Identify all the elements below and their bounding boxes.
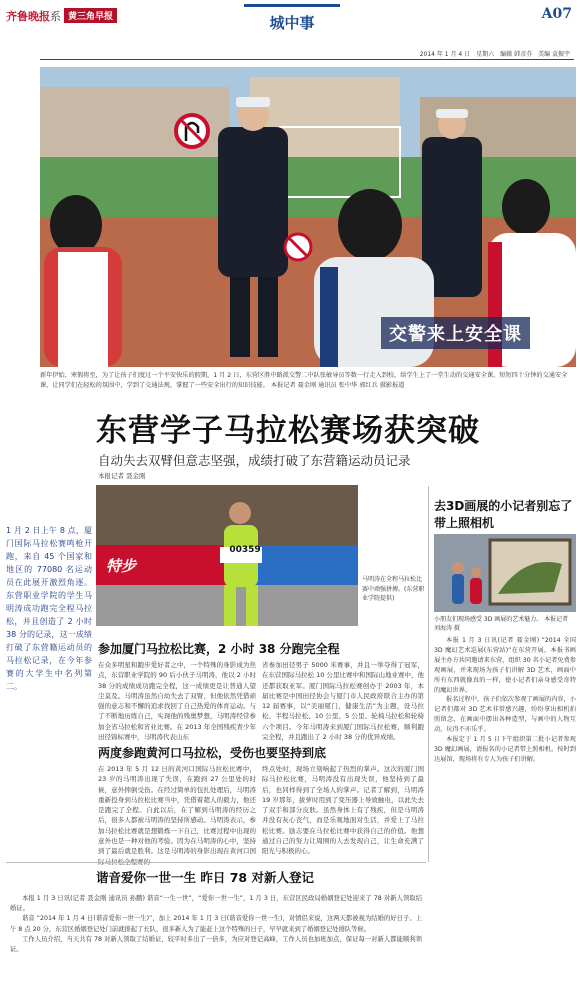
- bottom-story-body: [10, 894, 422, 955]
- sub-brand-badge: 黄三角早报: [64, 8, 117, 23]
- section2-heading: 两度参跑黄河口马拉松，受伤也要坚持到底: [98, 746, 327, 760]
- column-divider: [428, 486, 429, 862]
- page-number: A07: [541, 6, 572, 22]
- issue-date: 2014 年 1 月 4 日: [419, 51, 471, 58]
- sponsor-banner: 特步: [106, 557, 137, 575]
- main-subheadline: 自动失去双臂但意志坚强，成绩打破了东营籍运动员记录: [98, 453, 411, 468]
- runner-bib-number: 00359: [229, 545, 261, 555]
- photo-caption: 新年伊始，寒假将至，为了让孩子们度过一个平安快乐的假期，1 月 2 日，东营区胜中路派交警二中队张敏导员等数一行走入到校，给学生上了一堂生动的交通安全课。短短四十分钟的交通安全课，让同学们在轻松的氛围中，学到了交通法规，掌握了一些安全出行的知识技能。 本报记者 聂金刚 通讯员 张中华 郭红兵 摄影报道: [40, 372, 568, 389]
- section2-col2: 终点处时，现场立刻响起了热烈的掌声。这次的厦门国际马拉松比赛，马明涛没有出现失误，他坚持到了最后，也同样得到了全场人的掌声。记者了解到，马明涛 19 岁那年，拔萝时用到了变压器上导致触电，以此失去了双手和部分皮肤。虽然身体上有了残疾，但是马明涛并没有灰心丧气，而是乐观地面对生活，并爱上了马拉松比赛。励志要在马拉松比赛中获得自己的价值。他想通过自己的努力让周围的人去发现自己，让生命充满了阳光与积极的心。: [262, 765, 424, 856]
- section1-heading: 参加厦门马拉松比赛，2 小时 38 分跑完全程: [98, 642, 340, 656]
- no-u-turn-icon: [176, 115, 208, 147]
- exhibition-illustration: [434, 534, 576, 612]
- traffic-police-photo: [40, 67, 576, 367]
- right-paragraph: 本报定于 1 月 5 日下午组织第二批小记者参观 3D 魔幻画展，请报名的小记者带上照相机，按时到达展馆，现场将有专人为孩子们讲解。: [434, 736, 576, 763]
- bottom-divider: [6, 862, 426, 863]
- masthead: [0, 0, 580, 44]
- issue-weekday: 星期六: [476, 51, 495, 58]
- designer-credit: 美编 袁振宇: [538, 51, 570, 58]
- header-rule: [40, 59, 574, 60]
- right-story-heading: 去3D画展的小记者别忘了带上照相机: [434, 499, 573, 530]
- marathon-photo: [96, 485, 358, 626]
- bottom-paragraph: 本报 1 月 3 日讯(记者 聂金刚 通讯员 孙鹏) 谐音“一生一世”，“爱你一世一生”，1 月 3 日，东营区民政局婚姻登记处迎来了 78 对新人领取结婚证。: [10, 895, 422, 913]
- right-paragraph: 本报 1 月 3 日讯(记者 聂金刚) “2014 全国 3D 魔幻艺术巡展(东营站)”在东营开展，本报书画展主办方共同邀请来东营，组织 30 名小记者免费参观画展，并来现场为孩子们讲解 3D 艺术，画面中所有东西就像真的一样，使小记者们亲身感受奇特的魔幻世界。: [434, 637, 576, 694]
- main-byline: 本报记者 聂金刚: [98, 472, 146, 480]
- editor-credit: 编辑 韩彦芬: [500, 51, 533, 58]
- right-photo-caption: 小朋友们现场感受 3D 画展的艺术魅力。 本报记者 刘海涛 摄: [434, 616, 569, 632]
- photo-headline: 交警来上安全课: [381, 317, 530, 349]
- section2-col1: 在 2013 年 5 月 12 日的黄河口国际马拉松比赛中，23 岁的马明涛出现了失误，在跑到 27 公里处的时候，意外摔倒受伤。在经过简单的包扎处理后，马明涛重新投身到马拉松比赛当中，凭借着超人的毅力，他还是跑完了全程。自此以后，在了解到马明涛的经历之后，很多人都被马明涛的坚持所感动。马明涛表示，参加马拉松比赛就是想锻炼一下自己，比赛过程中出现的意外也是一种对他的考验。因为在马明涛的心中，坚持到了最后就是胜利。这是马明涛的身影出现在黄河口国: [98, 765, 256, 856]
- section1-col1: 在众多明星和跑步爱好者之中，一个特殊的身影成为焦点，东营职业学院的 90 后小伙子马明涛，他以 2 小时 38 分的成绩成功跑完全程，这一成绩更是让普通人望尘莫及。马明涛虽然自幼失去了双臂，但他依然凭借顽强的意志和不懈的追求找回了自己热爱的体育运动。与了不断地历练自己，实现他的残奥梦想，马明涛经常参加全省马拉松和省业比赛。在 2013 年全国残疾青少年田径锦标赛中，马明涛代表山东: [98, 661, 256, 742]
- section-tab-bar: [244, 4, 340, 7]
- lead-paragraph: 1 月 2 日上午 8 点，厦门国际马拉松赛鸣枪开跑，来自 45 个国家和地区的 77080 名运动员在此展开激烈角逐。东营职业学院的学生马明涛成功跑完全程马拉松，并且创造了 2 小时 38 分的记录，这一成绩打破了东营籍运动员的马拉松记录，在今年参赛的大学生中名列第二。: [6, 526, 92, 691]
- bottom-story-heading: 谐音爱你一世一生 昨日 78 对新人登记: [96, 870, 314, 885]
- section-title: 城中事: [269, 14, 315, 32]
- section-tab: [244, 4, 340, 34]
- dateline: [414, 49, 570, 58]
- right-paragraph: 报名过程中，孩子们依次参观了画展的内容，小记者们都对 3D 艺术非常感兴趣，纷纷拿出相机拍照留念，在画面中摆出各种造型，与画中的人物互动，玩得不亦乐乎。: [434, 696, 576, 734]
- 3d-exhibition-photo: [434, 534, 576, 612]
- section1-col2: 省参加田径男子 5000 米赛事，并且一举夺得了冠军，在东营国际马拉松 10 公里比赛中和国际山地业赛中，他还都获取亚军。厦门国际马拉松赛创办于 2003 年，本届比赛是中国田径协会与厦门市人民政府联合主办的第 12 届赛事，以“美丽厦门，健康生活”为主题，设马拉松、半程马拉松、10 公里、5 公里、轮椅马拉松和轮椅六个项目。今年马明涛来到厦门国际马拉松赛，顺利跑完全程，并且跑出了 2 小时 38 分的优异成绩。: [262, 661, 424, 742]
- right-story-body: [434, 636, 576, 765]
- marathon-photo-caption: 马明涛在全程马拉松比赛中顽强拼搏。(东营职业学院提供): [362, 576, 425, 602]
- bottom-paragraph: 谐音 “2014 年 1 月 4 日(谐音爱你一世一生)”，加上 2014 年 1 月 3 日(谐音爱你一世一生)，对情侣来说，这两天都被视为结婚的好日子。上午 8 点 20 分，东营区婚姻登记处门前就排起了长队，很多新人为了能赶上这个特殊的日子，早早就来到了婚姻登记处排队等候。: [10, 915, 422, 933]
- no-left-turn-icon: [285, 234, 311, 260]
- brand-logo: [6, 8, 117, 24]
- main-headline: 东营学子马拉松赛场获突破: [96, 413, 480, 449]
- brand-name: 齐鲁晚报: [6, 10, 50, 23]
- bottom-paragraph: 工作人员介绍，当天共有 78 对新人领取了结婚证，较平时多出了一倍多，为应对登记高峰，工作人员也加班加点，保证每一对新人都能顺利领证。: [10, 935, 422, 954]
- brand-series: 系: [50, 10, 61, 23]
